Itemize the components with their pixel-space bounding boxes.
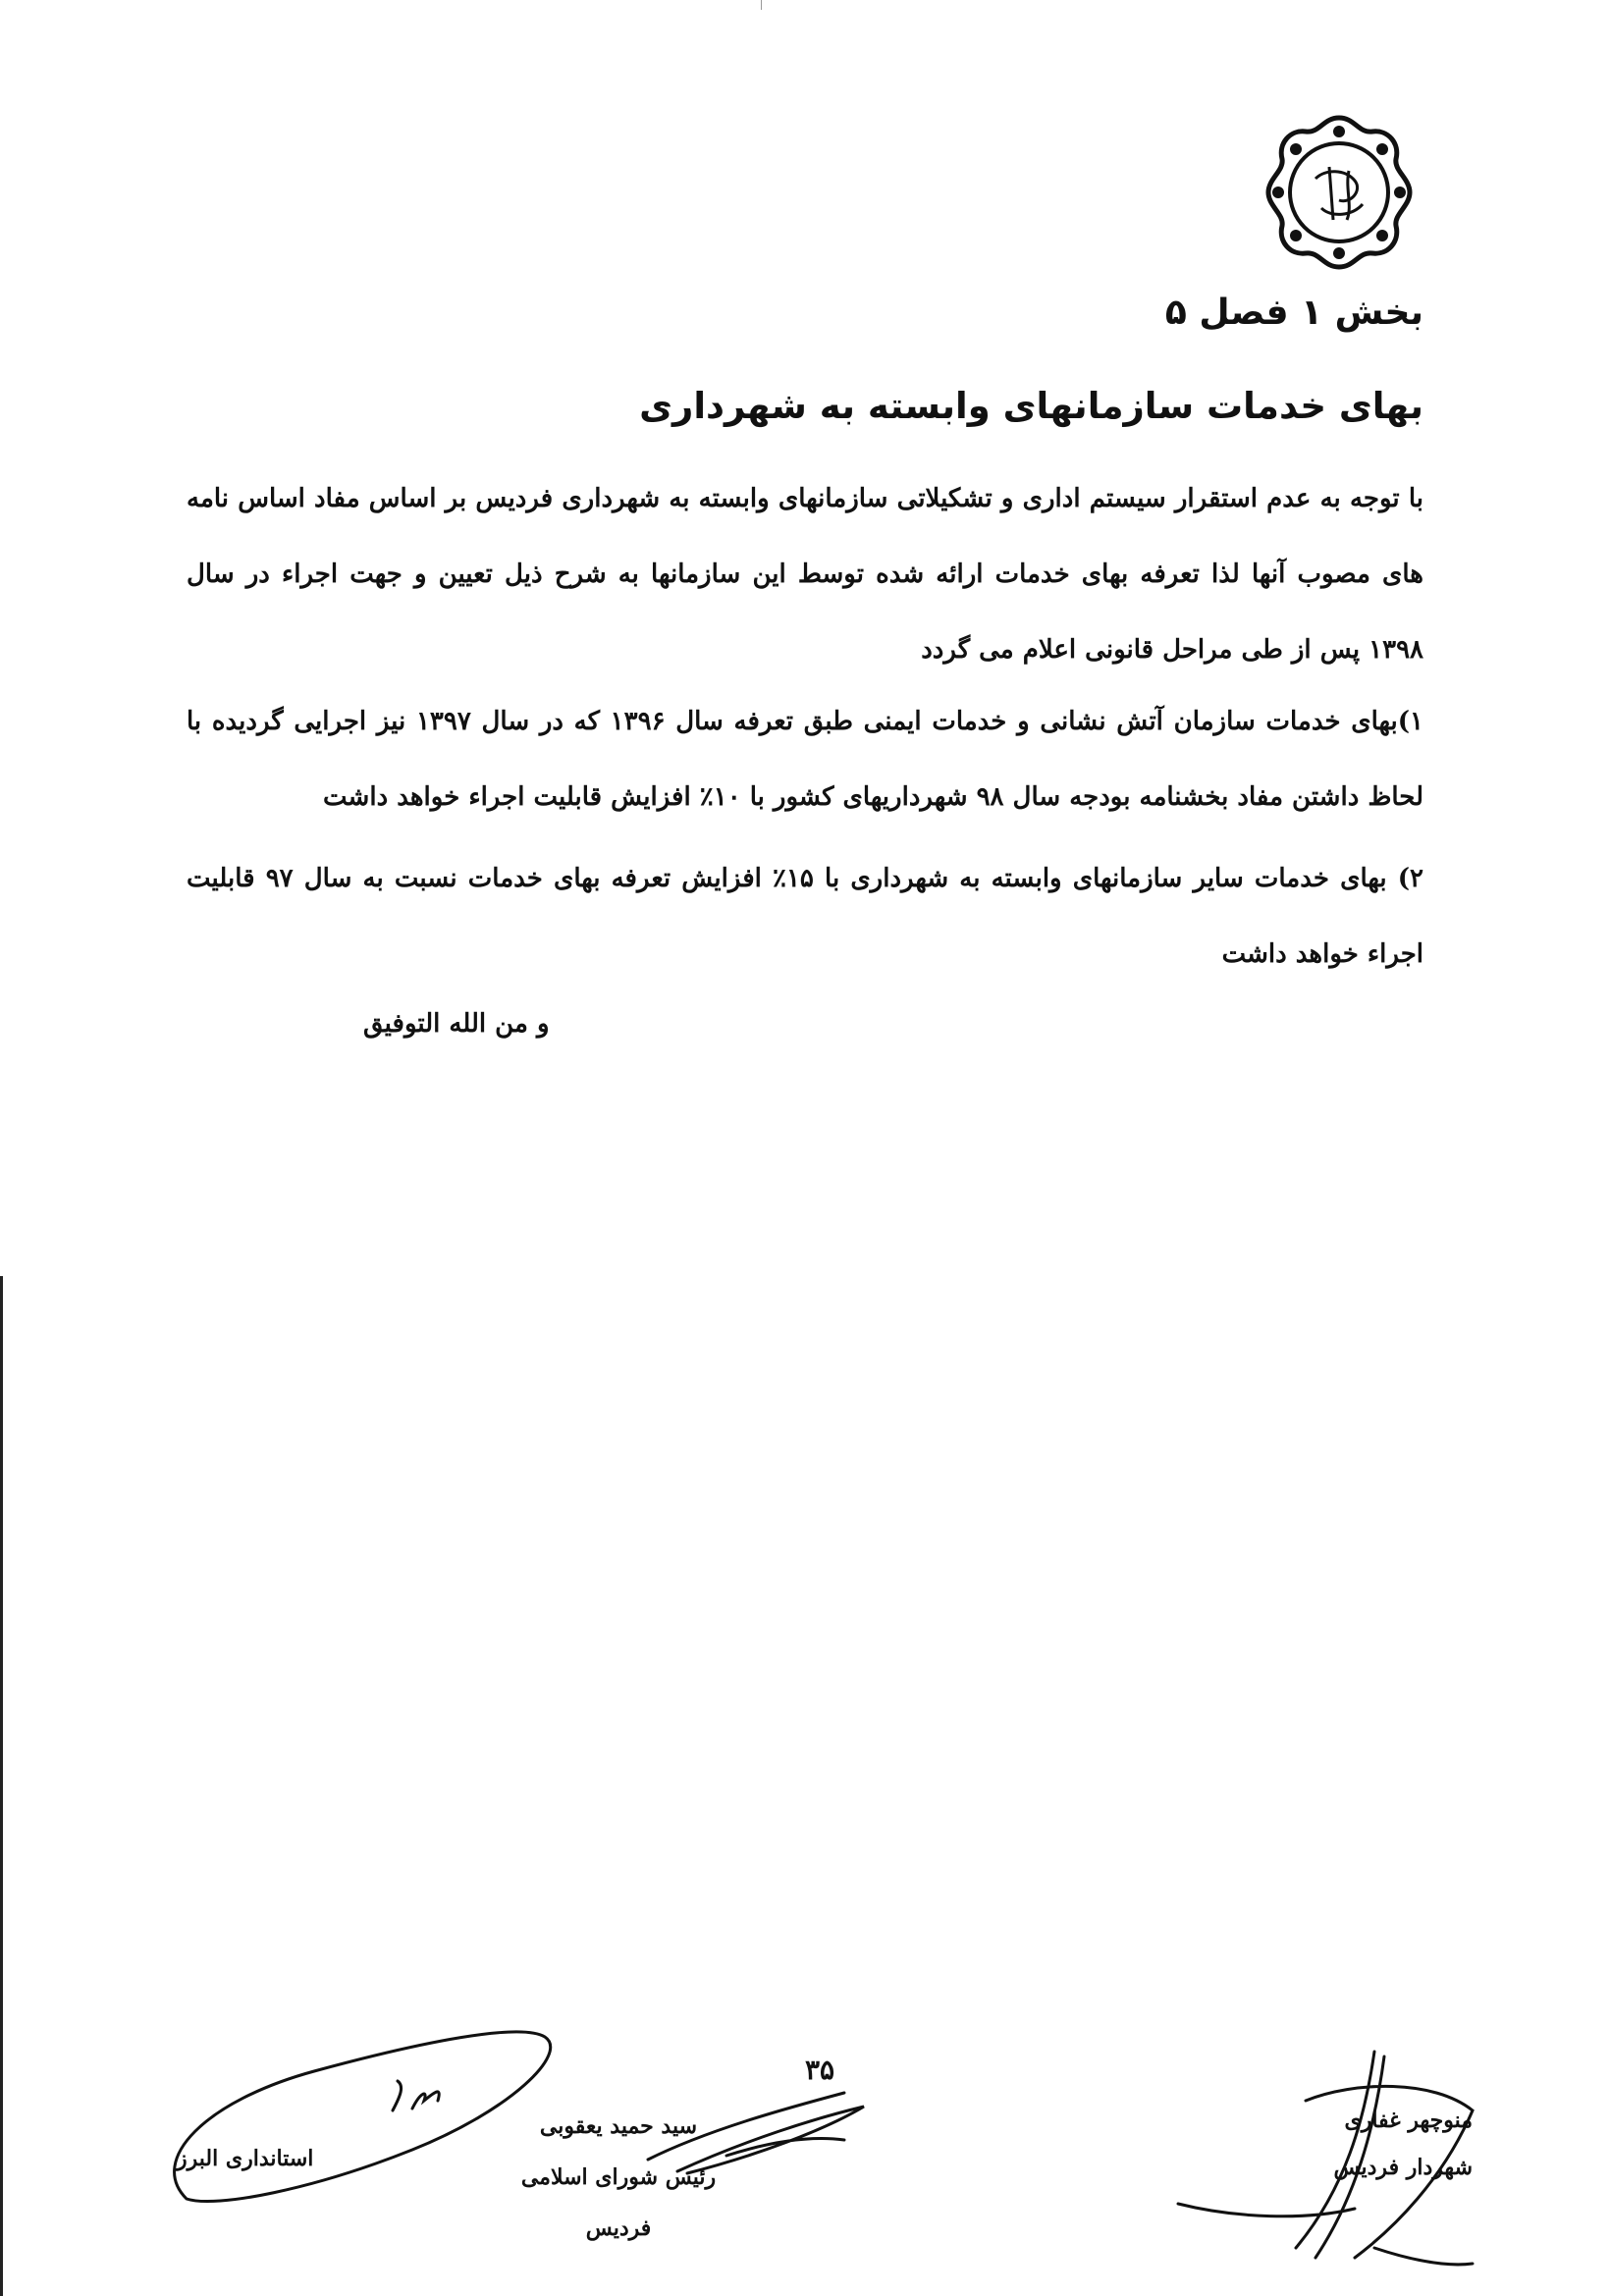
municipality-seal-icon	[1257, 110, 1422, 275]
page-number: ۳۵	[804, 2054, 835, 2086]
mayor-title: شهردار فردیس	[1333, 2155, 1473, 2180]
intro-paragraph: با توجه به عدم استقرار سیستم اداری و تشکیلاتی سازمانهای وابسته به شهرداری فردیس بر اساس مفاد اساس نامه های مصوب آنها لذا تعرفه بهای خدمات ارائه شده توسط این سازمانها به شرح ذیل تعیین و جهت اجراء در سال ۱۳۹۸ پس از طی مراحل قانونی اعلام می گردد	[187, 484, 1423, 665]
council-name: سید حمید یعقوبی	[539, 2113, 698, 2139]
governor-title: استانداری البرز	[177, 2146, 314, 2171]
governor-signature-block	[177, 2146, 313, 2171]
scan-edge	[0, 1276, 3, 2296]
section-heading: بخش ۱ فصل ۵	[1164, 293, 1423, 333]
council-title: رئیس شورای اسلامی فردیس	[520, 2164, 717, 2241]
page-title: بهای خدمات سازمانهای وابسته به شهرداری	[639, 385, 1423, 427]
mayor-name: منوچهر غفاری	[1344, 2108, 1473, 2133]
council-signature-block	[491, 2101, 746, 2254]
governor-initials-stroke	[393, 2081, 439, 2110]
closing-phrase: و من الله التوفیق	[363, 1009, 550, 1039]
scan-mark	[761, 0, 762, 10]
clause-1: ۱)بهای خدمات سازمان آتش نشانی و خدمات ایمنی طبق تعرفه سال ۱۳۹۶ که در سال ۱۳۹۷ نیز اجرایی گردیده با لحاظ داشتن مفاد بخشنامه بودجه سال ۹۸ شهرداریهای کشور با ۱۰٪ افزایش قابلیت اجراء خواهد داشت	[187, 707, 1424, 812]
clause-2: ۲) بهای خدمات سایر سازمانهای وابسته به شهرداری با ۱۵٪ افزایش تعرفه بهای خدمات نسبت به سال ۹۷ قابلیت اجراء خواهد داشت	[187, 864, 1423, 969]
mayor-signature-block	[1333, 2097, 1473, 2191]
